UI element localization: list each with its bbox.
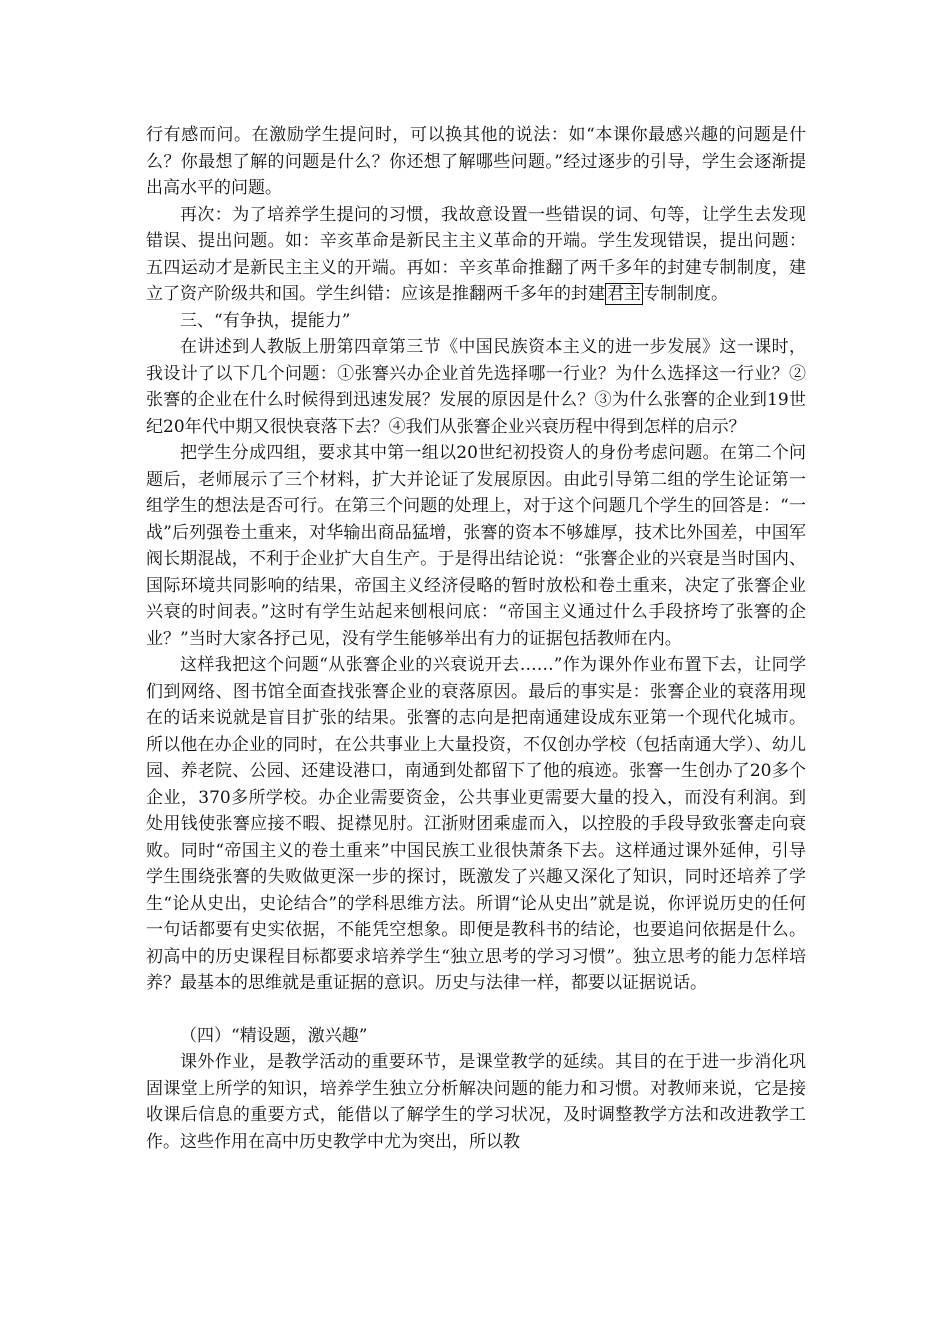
blank-line [146, 997, 806, 1023]
paragraph-error-setting [146, 202, 806, 308]
paragraph-text: 再次：为了培养学生提问的习惯，我故意设置一些错误的词、句等，让学生去发现错误、提出问题。如：辛亥革命是新民主主义革命的开端。学生发现错误，提出问题：五四运动才是新民主主义的开端。再如：辛亥革命推翻了两千多年的封建专制制度，建立了资产阶级共和国。学生纠错：应该是推翻两千多年的封建 [146, 204, 806, 304]
paragraph-homework-importance: 课外作业，是教学活动的重要环节，是课堂教学的延续。其目的在于进一步消化巩固课堂上所学的知识，培养学生独立分析解决问题的能力和习惯。对教师来说，它是接收课后信息的重要方式，能借以了解学生的学习状况，及时调整教学方法和改进教学工作。这些作用在高中历史教学中尤为突出，所以教 [146, 1052, 806, 1152]
paragraph-text-end: 专制制度。 [643, 284, 728, 304]
paragraph-group-discussion: 把学生分成四组，要求其中第一组以20世纪初投资人的身份考虑问题。在第二个问题后，老师展示了三个材料，扩大并论证了发展原因。由此引导第二组的学生论证第一组学生的想法是否可行。在第三个问题的处理上，对于这个问题几个学生的回答是：“一战”后列强卷土重来，对华输出商品猛增，张謇的资本不够雄厚，技术比外国差，中国军阀长期混战，不利于企业扩大自生产。于是得出结论说：“张謇企业的兴衰是当时国内、国际环境共同影响的结果，帝国主义经济侵略的暂时放松和卷土重来，决定了张謇企业兴衰的时间表。”这时有学生站起来刨根问底：“帝国主义通过什么手段挤垮了张謇的企业？”当时大家各抒己见，没有学生能够举出有力的证据包括教师在内。 [146, 443, 806, 649]
section-heading-three: 三、“有争执，提能力” [180, 310, 351, 331]
paragraph-continuation: 行有感而问。在激励学生提问时，可以换其他的说法：如“本课你最感兴趣的问题是什么？你最想了解的问题是什么？你还想了解哪些问题。”经过逐步的引导，学生会逐渐提出高水平的问题。 [146, 125, 806, 198]
section-heading-four: （四）“精设题，激兴趣” [180, 1025, 368, 1046]
paragraph-homework-extension: 这样我把这个问题“从张謇企业的兴衰说开去……”作为课外作业布置下去，让同学们到网络、图书馆全面查找张謇企业的衰落原因。最后的事实是：张謇企业的衰落用现在的话来说就是盲目扩张的结果。张謇的志向是把南通建设成东亚第一个现代化城市。所以他在办企业的同时，在公共事业上大量投资，不仅创办学校（包括南通大学）、幼儿园、养老院、公园、还建设港口，南通到处都留下了他的痕迹。张謇一生创办了20多个企业，370多所学校。办企业需要资金，公共事业更需要大量的投入，而没有利润。到处用钱使张謇应接不暇、捉襟见肘。江浙财团乘虚而入，以控股的手段导致张謇走向衰败。同时“帝国主义的卷土重来”中国民族工业很快萧条下去。这样通过课外延伸，引导学生围绕张謇的失败做更深一步的探讨，既激发了兴趣又深化了知识，同时还培养了学生“论从史出，史论结合”的学科思维方法。所谓“论从史出”就是说，你评说历史的任何一句话都要有史实依据，不能凭空想象。即便是教科书的结论，也要追问依据是什么。初高中的历史课程目标都要求培养学生“独立思考的学习习惯”。独立思考的能力怎样培养？最基本的思维就是重证据的意识。历史与法律一样，都要以证据说话。 [146, 655, 806, 993]
document-page [146, 122, 806, 1155]
paragraph-questions: 在讲述到人教版上册第四章第三节《中国民族资本主义的进一步发展》这一课时，我设计了以下几个问题：①张謇兴办企业首先选择哪一行业？为什么选择这一行业？②张謇的企业在什么时候得到迅速发展？发展的原因是什么？③为什么张謇的企业到19世纪20年代中期又很快衰落下去？④我们从张謇企业兴衰历程中得到怎样的启示？ [146, 337, 806, 437]
boxed-word: 君主 [607, 284, 641, 304]
